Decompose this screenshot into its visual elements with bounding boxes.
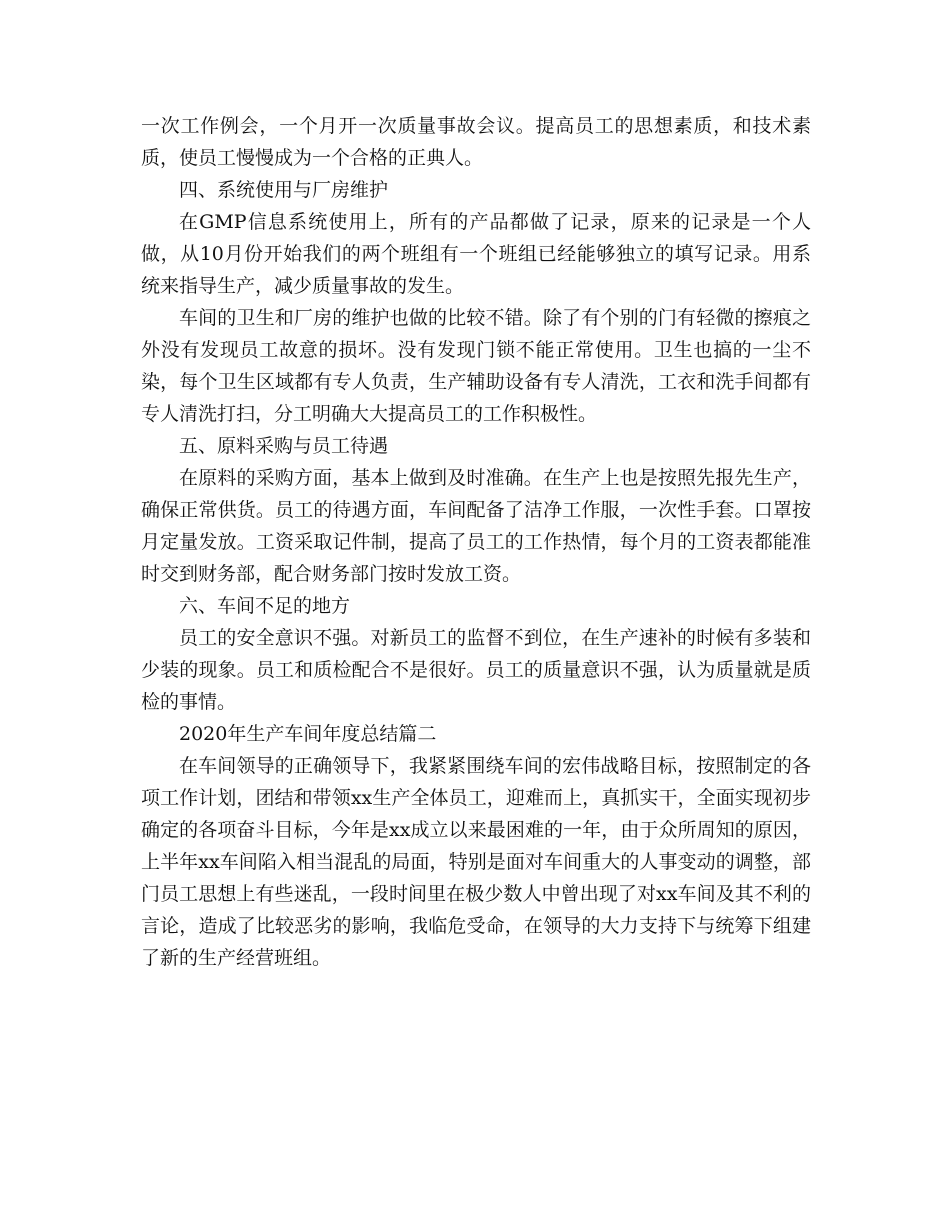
- paragraph-gmp-system: 在GMP信息系统使用上，所有的产品都做了记录，原来的记录是一个人做，从10月份开始我们的两个班组有一个班组已经能够独立的填写记录。用系统来指导生产，减少质量事故的发生。: [141, 211, 811, 297]
- section-heading-system-maintenance: 四、系统使用与厂房维护: [179, 179, 389, 201]
- article-title-part-two: 2020年生产车间年度总结篇二: [179, 723, 437, 745]
- section-heading-procurement: 五、原料采购与员工待遇: [179, 435, 389, 457]
- paragraph-continuation: 一次工作例会，一个月开一次质量事故会议。提高员工的思想素质，和技术素质，使员工慢慢成为一个合格的正典人。: [141, 115, 811, 169]
- paragraph-shortcomings: 员工的安全意识不强。对新员工的监督不到位，在生产速补的时候有多装和少装的现象。员工和质检配合不是很好。员工的质量意识不强，认为质量就是质检的事情。: [141, 627, 811, 713]
- paragraph-procurement: 在原料的采购方面，基本上做到及时准确。在生产上也是按照先报先生产，确保正常供货。员工的待遇方面，车间配备了洁净工作服，一次性手套。口罩按月定量发放。工资采取记件制，提高了员工的工作热情，每个月的工资表都能准时交到财务部，配合财务部门按时发放工资。: [141, 467, 811, 585]
- paragraph-hygiene-maintenance: 车间的卫生和厂房的维护也做的比较不错。除了有个别的门有轻微的擦痕之外没有发现员工故意的损坏。没有发现门锁不能正常使用。卫生也搞的一尘不染，每个卫生区域都有专人负责，生产辅助设备有专人清洗，工衣和洗手间都有专人清洗打扫，分工明确大大提高员工的工作积极性。: [141, 307, 811, 425]
- paragraph-part-two-intro: 在车间领导的正确领导下，我紧紧围绕车间的宏伟战略目标，按照制定的各项工作计划，团结和带领xx生产全体员工，迎难而上，真抓实干，全面实现初步确定的各项奋斗目标，今年是xx成立以来最困难的一年，由于众所周知的原因，上半年xx车间陷入相当混乱的局面，特别是面对车间重大的人事变动的调整，部门员工思想上有些迷乱，一段时间里在极少数人中曾出现了对xx车间及其不利的言论，造成了比较恶劣的影响，我临危受命，在领导的大力支持下与统筹下组建了新的生产经营班组。: [141, 755, 811, 969]
- document-body: [141, 110, 811, 974]
- section-heading-shortcomings: 六、车间不足的地方: [179, 595, 351, 617]
